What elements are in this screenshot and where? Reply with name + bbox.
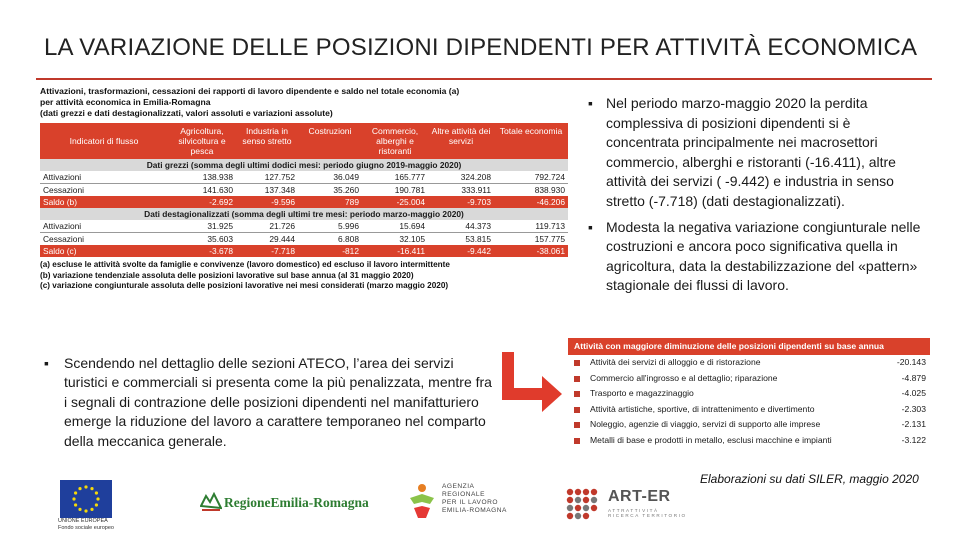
cell: -25.004: [362, 196, 428, 208]
square-bullet-icon: [574, 376, 580, 382]
cell: 15.694: [362, 220, 428, 233]
cell: 324.208: [428, 171, 494, 184]
column-header: Industria in senso stretto: [236, 123, 298, 159]
activity-value: -3.122: [901, 434, 926, 445]
down-right-arrow-icon: [494, 348, 566, 420]
square-bullet-icon: [574, 391, 580, 397]
agency-logo-icon: [404, 482, 440, 522]
activities-header: Attività con maggiore diminuzione delle posizioni dipendenti su base annua: [568, 338, 930, 355]
row-label: Cessazioni: [43, 234, 84, 244]
table-row: [40, 220, 568, 233]
column-header: Agricoltura, silvicoltura e pesca: [168, 123, 236, 159]
cell: 5.996: [298, 220, 362, 233]
agency-line: PER IL LAVORO: [442, 499, 498, 506]
square-bullet-icon: [574, 422, 580, 428]
cell: -7.718: [236, 245, 298, 257]
activities-table: [568, 338, 930, 448]
section-title-row: [40, 208, 568, 220]
activity-label: Noleggio, agenzie di viaggio, servizi di supporto alle imprese: [590, 419, 821, 429]
cell: 53.815: [465, 234, 491, 244]
cell: -812: [298, 245, 362, 257]
eu-caption: UNIONE EUROPEA Fondo sociale europeo: [58, 518, 114, 531]
section-title-row: [40, 159, 568, 171]
cell: -46.206: [494, 196, 568, 208]
table-note: (a) escluse le attività svolte da famiglie e convivenze (lavoro domestico) ed escluso il lavoro intermittente: [40, 260, 450, 269]
cell: 165.777: [362, 171, 428, 184]
column-header: Totale economia: [494, 123, 568, 159]
cell: -3.678: [168, 245, 236, 257]
cell: 21.726: [236, 220, 298, 233]
cell: 35.260: [333, 185, 359, 195]
regione-mark-icon: [200, 492, 222, 512]
cell: -16.411: [362, 245, 428, 257]
table-row: [40, 184, 568, 197]
cell: -9.596: [236, 196, 298, 208]
row-label: Cessazioni: [43, 185, 84, 195]
row-label: Saldo (c): [40, 245, 168, 257]
cell: 838.930: [534, 185, 565, 195]
list-item: [568, 433, 930, 449]
arter-logo-icon: [564, 484, 604, 524]
cell: 127.752: [236, 171, 298, 184]
table-caption-line: (dati grezzi e dati destagionalizzati, valori assoluti e variazioni assolute): [40, 108, 333, 118]
left-bullet-item: [44, 354, 496, 451]
column-header: Altre attività dei servizi: [428, 123, 494, 159]
table-note: (c) variazione congiunturale assoluta delle posizioni lavorative nei mesi considerati (marzo maggio 2020): [40, 281, 449, 290]
activity-label: Attività artistiche, sportive, di intrattenimento e divertimento: [590, 403, 815, 414]
cell: 32.105: [399, 234, 425, 244]
flow-table: [40, 123, 568, 257]
cell: 137.348: [264, 185, 295, 195]
list-item: [568, 355, 930, 371]
square-bullet-icon: ▪: [588, 218, 593, 235]
column-header: Costruzioni: [298, 123, 362, 159]
column-header: Indicatori di flusso: [40, 123, 168, 159]
slide-title: LA VARIAZIONE DELLE POSIZIONI DIPENDENTI PER ATTIVITÀ ECONOMICA: [44, 34, 918, 61]
bullet-item: [588, 218, 926, 296]
agency-logo: [404, 482, 514, 522]
bullet-text: Nel periodo marzo-maggio 2020 la perdita complessiva di posizioni dipendenti si è concentrata principalmente nei macrosettori commercio, alberghi e ristoranti (-16.411), altre attività dei servizi ( -9.442) e industria in senso stretto (-7.718) (dati destagionalizzati).: [606, 95, 896, 209]
regione-logo: [200, 492, 369, 514]
square-bullet-icon: ▪: [588, 95, 593, 111]
agency-line: AGENZIA: [442, 483, 475, 490]
cell: 44.373: [428, 220, 494, 233]
section-title: Dati destagionalizzati (somma degli ultimi tre mesi: periodo marzo-maggio 2020): [40, 208, 568, 220]
cell: 333.911: [461, 185, 491, 195]
cell: 29.444: [269, 234, 295, 244]
right-bullet-list: [588, 94, 926, 302]
table-header-row: [40, 123, 568, 159]
activity-value: -2.303: [901, 403, 926, 414]
flow-table-block: [40, 86, 568, 292]
cell: 6.808: [338, 234, 359, 244]
cell: -9.703: [428, 196, 494, 208]
square-bullet-icon: [574, 438, 580, 444]
list-item: [568, 371, 930, 387]
arter-logo-name: ART-ER: [608, 488, 671, 505]
agency-logo-text: [442, 483, 507, 515]
row-label: Attivazioni: [40, 220, 168, 233]
eu-flag-icon: [60, 480, 112, 518]
activity-label: Attività dei servizi di alloggio e di ristorazione: [590, 357, 761, 367]
agency-line: REGIONALE: [442, 491, 485, 498]
activity-value: -4.025: [901, 388, 926, 398]
table-row-saldo: [40, 196, 568, 208]
title-divider: [36, 78, 932, 80]
square-bullet-icon: [574, 407, 580, 413]
agency-line: EMILIA-ROMAGNA: [442, 507, 507, 514]
cell: -9.442: [428, 245, 494, 257]
table-row: [40, 233, 568, 246]
cell: 119.713: [494, 220, 568, 233]
cell: 31.925: [168, 220, 236, 233]
bullet-item: [588, 94, 926, 212]
table-row-saldo: [40, 245, 568, 257]
list-item: [568, 417, 930, 433]
cell: 190.781: [394, 185, 425, 195]
table-note: (b) variazione tendenziale assoluta delle posizioni lavorative sul base annua (al 31 maggio 2020): [40, 270, 414, 280]
bullet-emphasis: penalizzata: [349, 374, 421, 391]
activity-value: -4.879: [901, 372, 926, 383]
bullet-text: Modesta la negativa variazione congiunturale nelle costruzioni e ancora poco significativa quella in agricoltura, data la destabilizzazione del «pattern» stagionale dei flussi di lavoro.: [606, 218, 921, 294]
arter-logo-tagline: ATTRATTIVITÀ RICERCA TERRITORIO: [608, 508, 687, 519]
activity-value: -2.131: [901, 419, 926, 429]
activity-value: -20.143: [896, 357, 926, 367]
table-caption-line: Attivazioni, trasformazioni, cessazioni dei rapporti di lavoro dipendente e saldo nel totale economia (a): [40, 86, 460, 96]
table-caption-line: per attività economica in Emilia-Romagna: [40, 97, 211, 107]
table-notes: [40, 260, 568, 292]
row-label: Saldo (b): [40, 196, 168, 208]
cell: -2.692: [168, 196, 236, 208]
list-item: [568, 386, 930, 402]
cell: 36.049: [298, 171, 362, 184]
arter-logo: [564, 484, 692, 524]
cell: -38.061: [494, 245, 568, 257]
cell: 157.775: [534, 234, 565, 244]
table-row: [40, 171, 568, 184]
section-title: Dati grezzi (somma degli ultimi dodici mesi: periodo giugno 2019-maggio 2020): [40, 159, 568, 171]
bullet-text: , mentre fra i segnali di contrazione delle posizioni dipendenti nel manifatturiero emerge la riduzione del lavoro a carattere temporaneo nel comparto della meccanica generale.: [64, 374, 492, 449]
cell: 138.938: [168, 171, 236, 184]
cell: 35.603: [207, 234, 233, 244]
source-note: Elaborazioni su dati SILER, maggio 2020: [700, 472, 919, 486]
activity-label: Metalli di base e prodotti in metallo, esclusi macchine e impianti: [590, 434, 832, 445]
cell: 792.724: [494, 171, 568, 184]
table-caption: [40, 86, 568, 119]
column-header: Commercio, alberghi e ristoranti: [362, 123, 428, 159]
square-bullet-icon: ▪: [44, 355, 49, 371]
regione-logo-text: RegioneEmilia-Romagna: [224, 495, 369, 510]
row-label: Attivazioni: [40, 171, 168, 184]
bullet-text: Scendendo nel dettaglio delle sezioni ATECO, l’area dei servizi turistici e commerciali si presenta come la più: [64, 355, 454, 391]
activity-label: Commercio all'ingrosso e al dettaglio; riparazione: [590, 372, 778, 383]
activity-label: Trasporto e magazzinaggio: [590, 388, 694, 398]
cell: 789: [298, 196, 362, 208]
list-item: [568, 402, 930, 418]
cell: 141.630: [202, 185, 233, 195]
square-bullet-icon: [574, 360, 580, 366]
